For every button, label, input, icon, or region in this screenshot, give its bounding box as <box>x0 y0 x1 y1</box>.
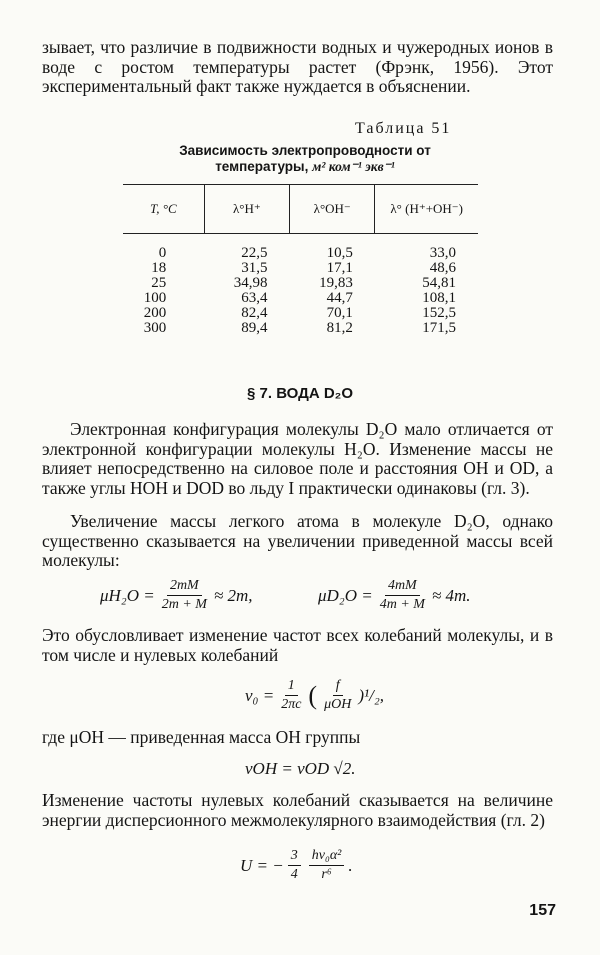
paragraph-2: Электронная конфигурация молекулы D₂O мало отличается от электронной конфигурации молекулы H₂O. Изменение массы не влияет непосредственно на силовое поле и расстояния OH и OD, а также углы HOH и DOD во льду I практически одинаковы (гл. 3). <box>42 419 553 498</box>
table-cell: 48,6 <box>429 260 456 276</box>
table-cell: 108,1 <box>422 290 456 306</box>
header-lambda-h: λ°H⁺ <box>204 185 289 234</box>
table-cell: 10,5 <box>326 245 353 261</box>
paragraph-5: где μOH — приведенная масса OH группы <box>42 727 361 747</box>
table-row <box>123 234 478 262</box>
formula-u-fraction-2 <box>309 848 345 883</box>
fraction-numerator: f <box>333 678 343 696</box>
fraction-denominator: 2m + M <box>161 597 207 612</box>
fraction-numerator: 2mM <box>167 578 202 596</box>
fraction-numerator: hν₀α² <box>309 848 345 866</box>
formula-nu0-inner-fraction <box>321 678 354 713</box>
formula-mu-d2o-label: μD₂O = <box>318 585 373 605</box>
fraction-denominator: 2πc <box>281 697 302 712</box>
table-caption: Таблица 51 <box>355 120 452 137</box>
paragraph-3: Увеличение массы легкого атома в молекуле D₂O, однако существенно сказывается на увеличении приведенной массы всей молекулы: <box>42 511 553 571</box>
header-lambda-oh: λ°OH⁻ <box>290 185 375 234</box>
formula-nuoh: νOH = νOD √2. <box>245 759 356 778</box>
table-title-line1: Зависимость электропроводности от <box>179 143 431 158</box>
header-lambda-sum: λ° (H⁺+OH⁻) <box>375 185 478 234</box>
fraction-numerator: 3 <box>288 848 301 866</box>
table-header-row <box>123 185 478 234</box>
table-title-units: м² ком⁻¹ экв⁻¹ <box>312 159 395 174</box>
fraction-numerator: 4mM <box>385 578 420 596</box>
formula-nu0-label: ν₀ = <box>245 685 275 705</box>
formula-nu0-power: )¹/₂, <box>358 685 384 705</box>
table-cell: 19,83 <box>319 275 353 291</box>
table-row <box>123 321 478 336</box>
formula-nu0: ν₀ = $\frac{1}{2\pi c}$ ( $\frac{f}{\text{μOH}}$ )¹/₂, <box>245 678 384 712</box>
fraction-denominator: 4m + M <box>379 597 425 612</box>
table-cell: 200 <box>143 305 167 321</box>
paragraph-4: Это обусловливает изменение частот всех колебаний молекулы, и в том числе и нулевых колебаний <box>42 625 553 665</box>
table-cell: 17,1 <box>326 260 353 276</box>
page-number: 157 <box>529 902 556 919</box>
table-row <box>123 306 478 321</box>
formula-nu0-fraction <box>278 678 304 713</box>
formula-u-fraction-1 <box>288 848 301 883</box>
formula-mu-h2o <box>100 578 253 613</box>
table-cell: 152,5 <box>422 305 456 321</box>
table-cell: 18 <box>151 260 167 276</box>
table-cell: 70,1 <box>326 305 353 321</box>
paragraph-6: Изменение частоты нулевых колебаний сказывается на величине энергии дисперсионного межмолекулярного взаимодействия (гл. 2) <box>42 790 553 830</box>
table-title-prefix: температуры, <box>215 159 309 174</box>
formula-u <box>240 848 353 883</box>
fraction-denominator: r⁶ <box>321 867 332 882</box>
fraction-denominator: 4 <box>290 867 298 882</box>
header-temperature: T, °C <box>123 185 204 234</box>
formula-u-end: . <box>348 855 353 875</box>
formula-mu-d2o-fraction <box>377 578 428 613</box>
fraction-denominator: μOH <box>324 697 352 712</box>
table-cell: 25 <box>151 275 167 291</box>
table-cell: 300 <box>143 320 167 336</box>
table-title-line2 <box>140 159 470 175</box>
table-cell: 54,81 <box>422 275 456 291</box>
section-title: § 7. ВОДА D₂O <box>247 385 353 402</box>
fraction-numerator: 1 <box>285 678 298 696</box>
table-title <box>140 143 470 175</box>
formula-mu-h2o-label: μH₂O = <box>100 585 155 605</box>
table-cell: 171,5 <box>422 320 456 336</box>
table-cell: 31,5 <box>241 260 268 276</box>
table-cell: 0 <box>158 245 167 261</box>
table-cell: 82,4 <box>241 305 268 321</box>
table-cell: 22,5 <box>241 245 268 261</box>
formula-mu-h2o-fraction <box>159 578 210 613</box>
table-cell: 44,7 <box>326 290 353 306</box>
formula-u-label: U = − <box>240 855 284 875</box>
table-cell: 81,2 <box>326 320 353 336</box>
table-cell: 63,4 <box>241 290 268 306</box>
table-cell: 33,0 <box>429 245 456 261</box>
table-row <box>123 276 478 291</box>
table-row <box>123 261 478 276</box>
paragraph-1: зывает, что различие в подвижности водных и чужеродных ионов в воде с ростом температуры растет (Фрэнк, 1956). Этот экспериментальный факт также нуждается в объяснении. <box>42 37 553 97</box>
formula-mu-h2o-result: ≈ 2m, <box>213 585 253 605</box>
table-cell: 100 <box>143 290 167 306</box>
formula-mu-d2o-result: ≈ 4m. <box>431 585 471 605</box>
table-row <box>123 291 478 306</box>
table-cell: 34,98 <box>233 275 268 291</box>
conductivity-table <box>123 184 478 336</box>
formula-mu-d2o <box>318 578 471 613</box>
table-cell: 89,4 <box>241 320 268 336</box>
